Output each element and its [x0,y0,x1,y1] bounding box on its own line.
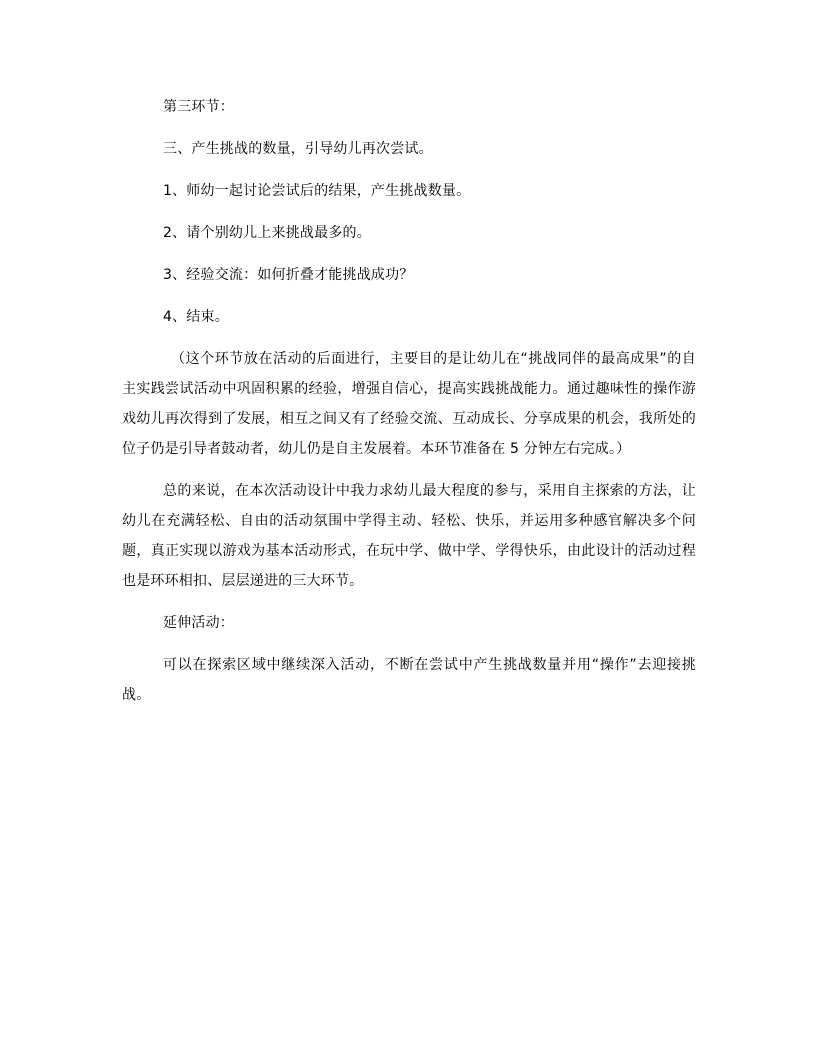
extension-heading: 延伸活动： [163,615,234,631]
list-item: 3、经验交流：如何折叠才能挑战成功？ [163,267,414,283]
list-item: 2、请个别幼儿上来挑战最多的。 [163,225,371,241]
note-paragraph: （这个环节放在活动的后面进行，主要目的是让幼儿在“挑战同伴的最高成果”的自主实践尝试活动中巩固积累的经验，增强自信心，提高实践挑战能力。通过趣味性的操作游戏幼儿再次得到了发展，相互之间又有了经验交流、互动成长、分享成果的机会，我所处的位子仍是引导者鼓动者，幼儿仍是自主发展着。本环节准备在 5 分钟左右完成。） [122,351,696,457]
list-item: 1、师幼一起讨论尝试后的结果，产生挑战数量。 [163,183,471,199]
document-body [122,92,696,710]
section-heading: 第三环节： [163,99,234,115]
extension-paragraph: 可以在探索区域中继续深入活动，不断在尝试中产生挑战数量并用“操作”去迎接挑战。 [122,657,696,703]
summary-paragraph: 总的来说，在本次活动设计中我力求幼儿最大程度的参与，采用自主探索的方法，让幼儿在充满轻松、自由的活动氛围中学得主动、轻松、快乐，并运用多种感官解决多个问题，真正实现以游戏为基本活动形式，在玩中学、做中学、学得快乐，由此设计的活动过程也是环环相扣、层层递进的三大环节。 [122,483,696,589]
step-title: 三、产生挑战的数量，引导幼儿再次尝试。 [163,141,433,157]
list-item: 4、结束。 [163,309,229,325]
